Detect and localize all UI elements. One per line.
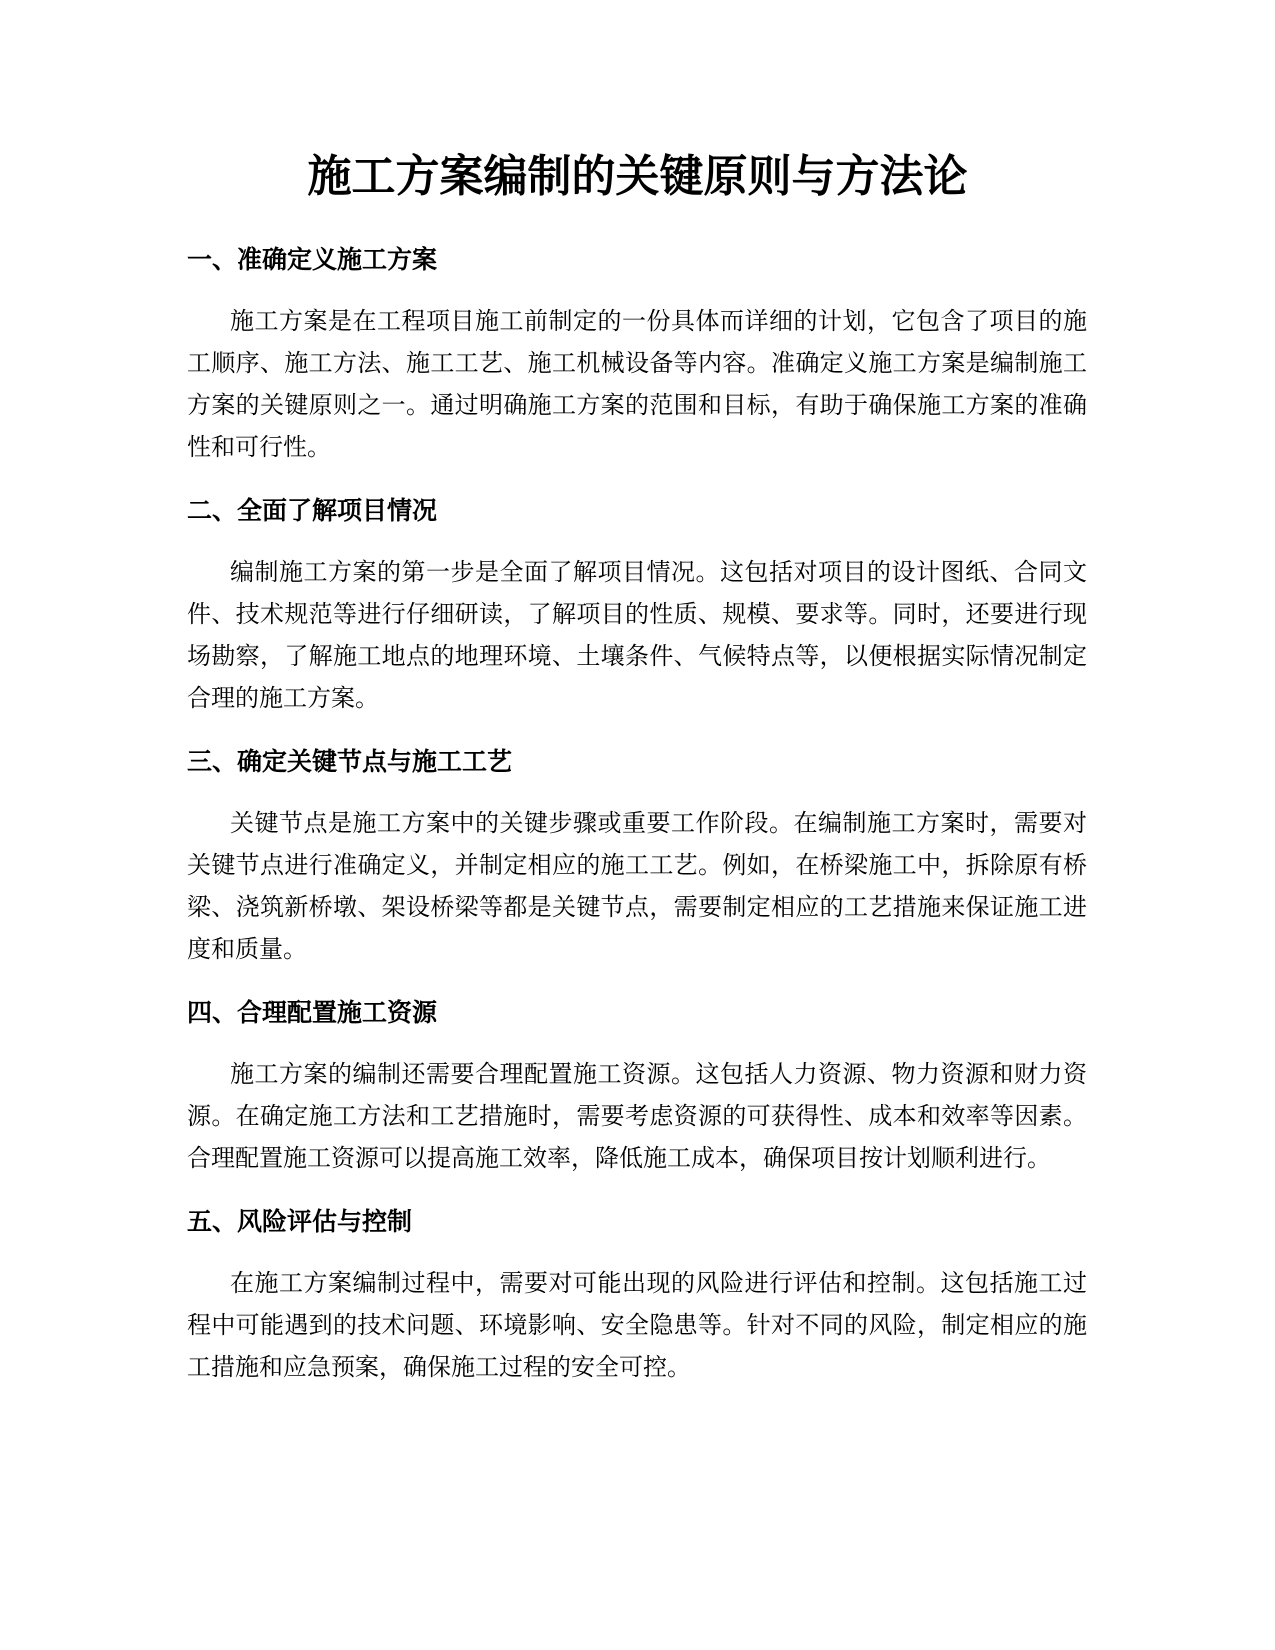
- section-paragraph: 关键节点是施工方案中的关键步骤或重要工作阶段。在编制施工方案时，需要对关键节点进行准确定义，并制定相应的施工工艺。例如，在桥梁施工中，拆除原有桥梁、浇筑新桥墩、架设桥梁等都是关键节点，需要制定相应的工艺措施来保证施工进度和质量。: [187, 809, 1087, 963]
- section-heading: 二、全面了解项目情况: [187, 496, 438, 525]
- section-paragraph: 施工方案是在工程项目施工前制定的一份具体而详细的计划，它包含了项目的施工顺序、施工方法、施工工艺、施工机械设备等内容。准确定义施工方案是编制施工方案的关键原则之一。通过明确施工方案的范围和目标，有助于确保施工方案的准确性和可行性。: [187, 307, 1087, 461]
- section-heading: 五、风险评估与控制: [187, 1207, 413, 1236]
- section-heading: 一、准确定义施工方案: [187, 245, 438, 274]
- section-2: [187, 494, 1087, 719]
- section-3: [187, 745, 1087, 970]
- document-title: 施工方案编制的关键原则与方法论: [307, 151, 968, 202]
- section-4: [187, 996, 1087, 1179]
- section-paragraph: 施工方案的编制还需要合理配置施工资源。这包括人力资源、物力资源和财力资源。在确定施工方法和工艺措施时，需要考虑资源的可获得性、成本和效率等因素。合理配置施工资源可以提高施工效率，降低施工成本，确保项目按计划顺利进行。: [187, 1060, 1087, 1172]
- section-5: [187, 1205, 1087, 1388]
- section-paragraph: 编制施工方案的第一步是全面了解项目情况。这包括对项目的设计图纸、合同文件、技术规范等进行仔细研读，了解项目的性质、规模、要求等。同时，还要进行现场勘察，了解施工地点的地理环境、土壤条件、气候特点等，以便根据实际情况制定合理的施工方案。: [187, 558, 1087, 712]
- section-paragraph: 在施工方案编制过程中，需要对可能出现的风险进行评估和控制。这包括施工过程中可能遇到的技术问题、环境影响、安全隐患等。针对不同的风险，制定相应的施工措施和应急预案，确保施工过程的安全可控。: [187, 1269, 1087, 1381]
- section-1: [187, 243, 1087, 468]
- document-content: [187, 243, 1087, 1414]
- section-heading: 四、合理配置施工资源: [187, 998, 438, 1027]
- section-heading: 三、确定关键节点与施工工艺: [187, 747, 513, 776]
